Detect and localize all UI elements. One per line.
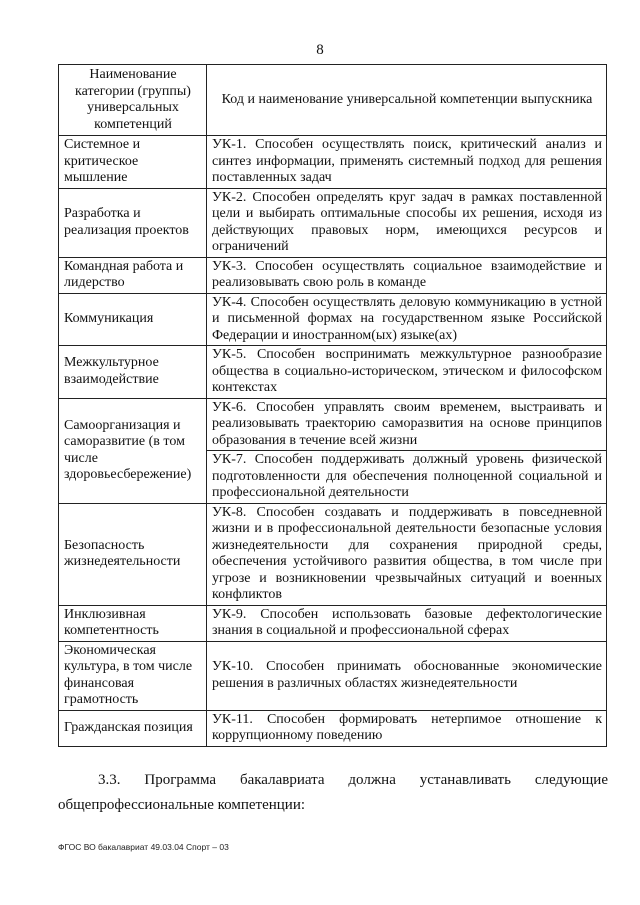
table-row — [59, 257, 607, 293]
table-row — [59, 503, 607, 605]
table-row — [59, 188, 607, 257]
competency-cell: УК-10. Способен принимать обоснованные экономические решения в различных областях жизнедеятельности — [207, 641, 607, 710]
category-cell: Межкультурное взаимодействие — [59, 346, 207, 399]
table-header-row — [59, 65, 607, 136]
category-cell: Безопасность жизнедеятельности — [59, 503, 207, 605]
category-cell: Инклюзивная компетентность — [59, 605, 207, 641]
table-row — [59, 136, 607, 189]
competency-cell: УК-3. Способен осуществлять социальное взаимодействие и реализовывать свою роль в команде — [207, 257, 607, 293]
competency-cell: УК-5. Способен воспринимать межкультурное разнообразие общества в социально-историческом, этическом и философском контекстах — [207, 346, 607, 399]
category-cell: Гражданская позиция — [59, 710, 207, 746]
category-cell: Экономическая культура, в том числе финансовая грамотность — [59, 641, 207, 710]
header-competency: Код и наименование универсальной компетенции выпускника — [207, 65, 607, 136]
competency-cell: УК-7. Способен поддерживать должный уровень физической подготовленности для обеспечения полноценной социальной и профессиональной деятельности — [207, 451, 607, 504]
table-row — [59, 710, 607, 746]
competency-cell: УК-11. Способен формировать нетерпимое отношение к коррупционному поведению — [207, 710, 607, 746]
section-paragraph-continuation: общепрофессиональные компетенции: — [58, 797, 306, 813]
competency-cell: УК-1. Способен осуществлять поиск, критический анализ и синтез информации, применять системный подход для решения поставленных задач — [207, 136, 607, 189]
category-cell: Системное и критическое мышление — [59, 136, 207, 189]
competency-cell: УК-8. Способен создавать и поддерживать в повседневной жизни и в профессиональной деятельности безопасные условия жизнедеятельности для сохранения природной среды, обеспечения устойчивого развития общества, в том числе при угрозе и возникновении чрезвычайных ситуаций и военных конфликтов — [207, 503, 607, 605]
category-cell: Самоорганизация и саморазвитие (в том числе здоровьесбережение) — [59, 398, 207, 503]
competency-cell: УК-6. Способен управлять своим временем, выстраивать и реализовывать траекторию саморазвития на основе принципов образования в течение всей жизни — [207, 398, 607, 451]
table-row — [59, 346, 607, 399]
category-cell: Разработка и реализация проектов — [59, 188, 207, 257]
header-category: Наименование категории (группы) универсальных компетенций — [59, 65, 207, 136]
competency-cell: УК-2. Способен определять круг задач в рамках поставленной цели и выбирать оптимальные способы их решения, исходя из действующих правовых норм, имеющихся ресурсов и ограничений — [207, 188, 607, 257]
competencies-table — [58, 64, 607, 747]
competency-cell: УК-4. Способен осуществлять деловую коммуникацию в устной и письменной формах на государственном языке Российской Федерации и иностранном(ых) языке(ах) — [207, 293, 607, 346]
category-cell: Коммуникация — [59, 293, 207, 346]
table-row — [59, 641, 607, 710]
table-row — [59, 398, 607, 451]
table-row — [59, 605, 607, 641]
competency-cell: УК-9. Способен использовать базовые дефектологические знания в социальной и профессиональной сферах — [207, 605, 607, 641]
category-cell: Командная работа и лидерство — [59, 257, 207, 293]
page-footer: ФГОС ВО бакалавриат 49.03.04 Спорт – 03 — [58, 842, 229, 852]
table-row — [59, 293, 607, 346]
section-paragraph: 3.3. Программа бакалавриата должна устанавливать следующие — [98, 772, 608, 788]
page-number: 8 — [316, 42, 324, 58]
